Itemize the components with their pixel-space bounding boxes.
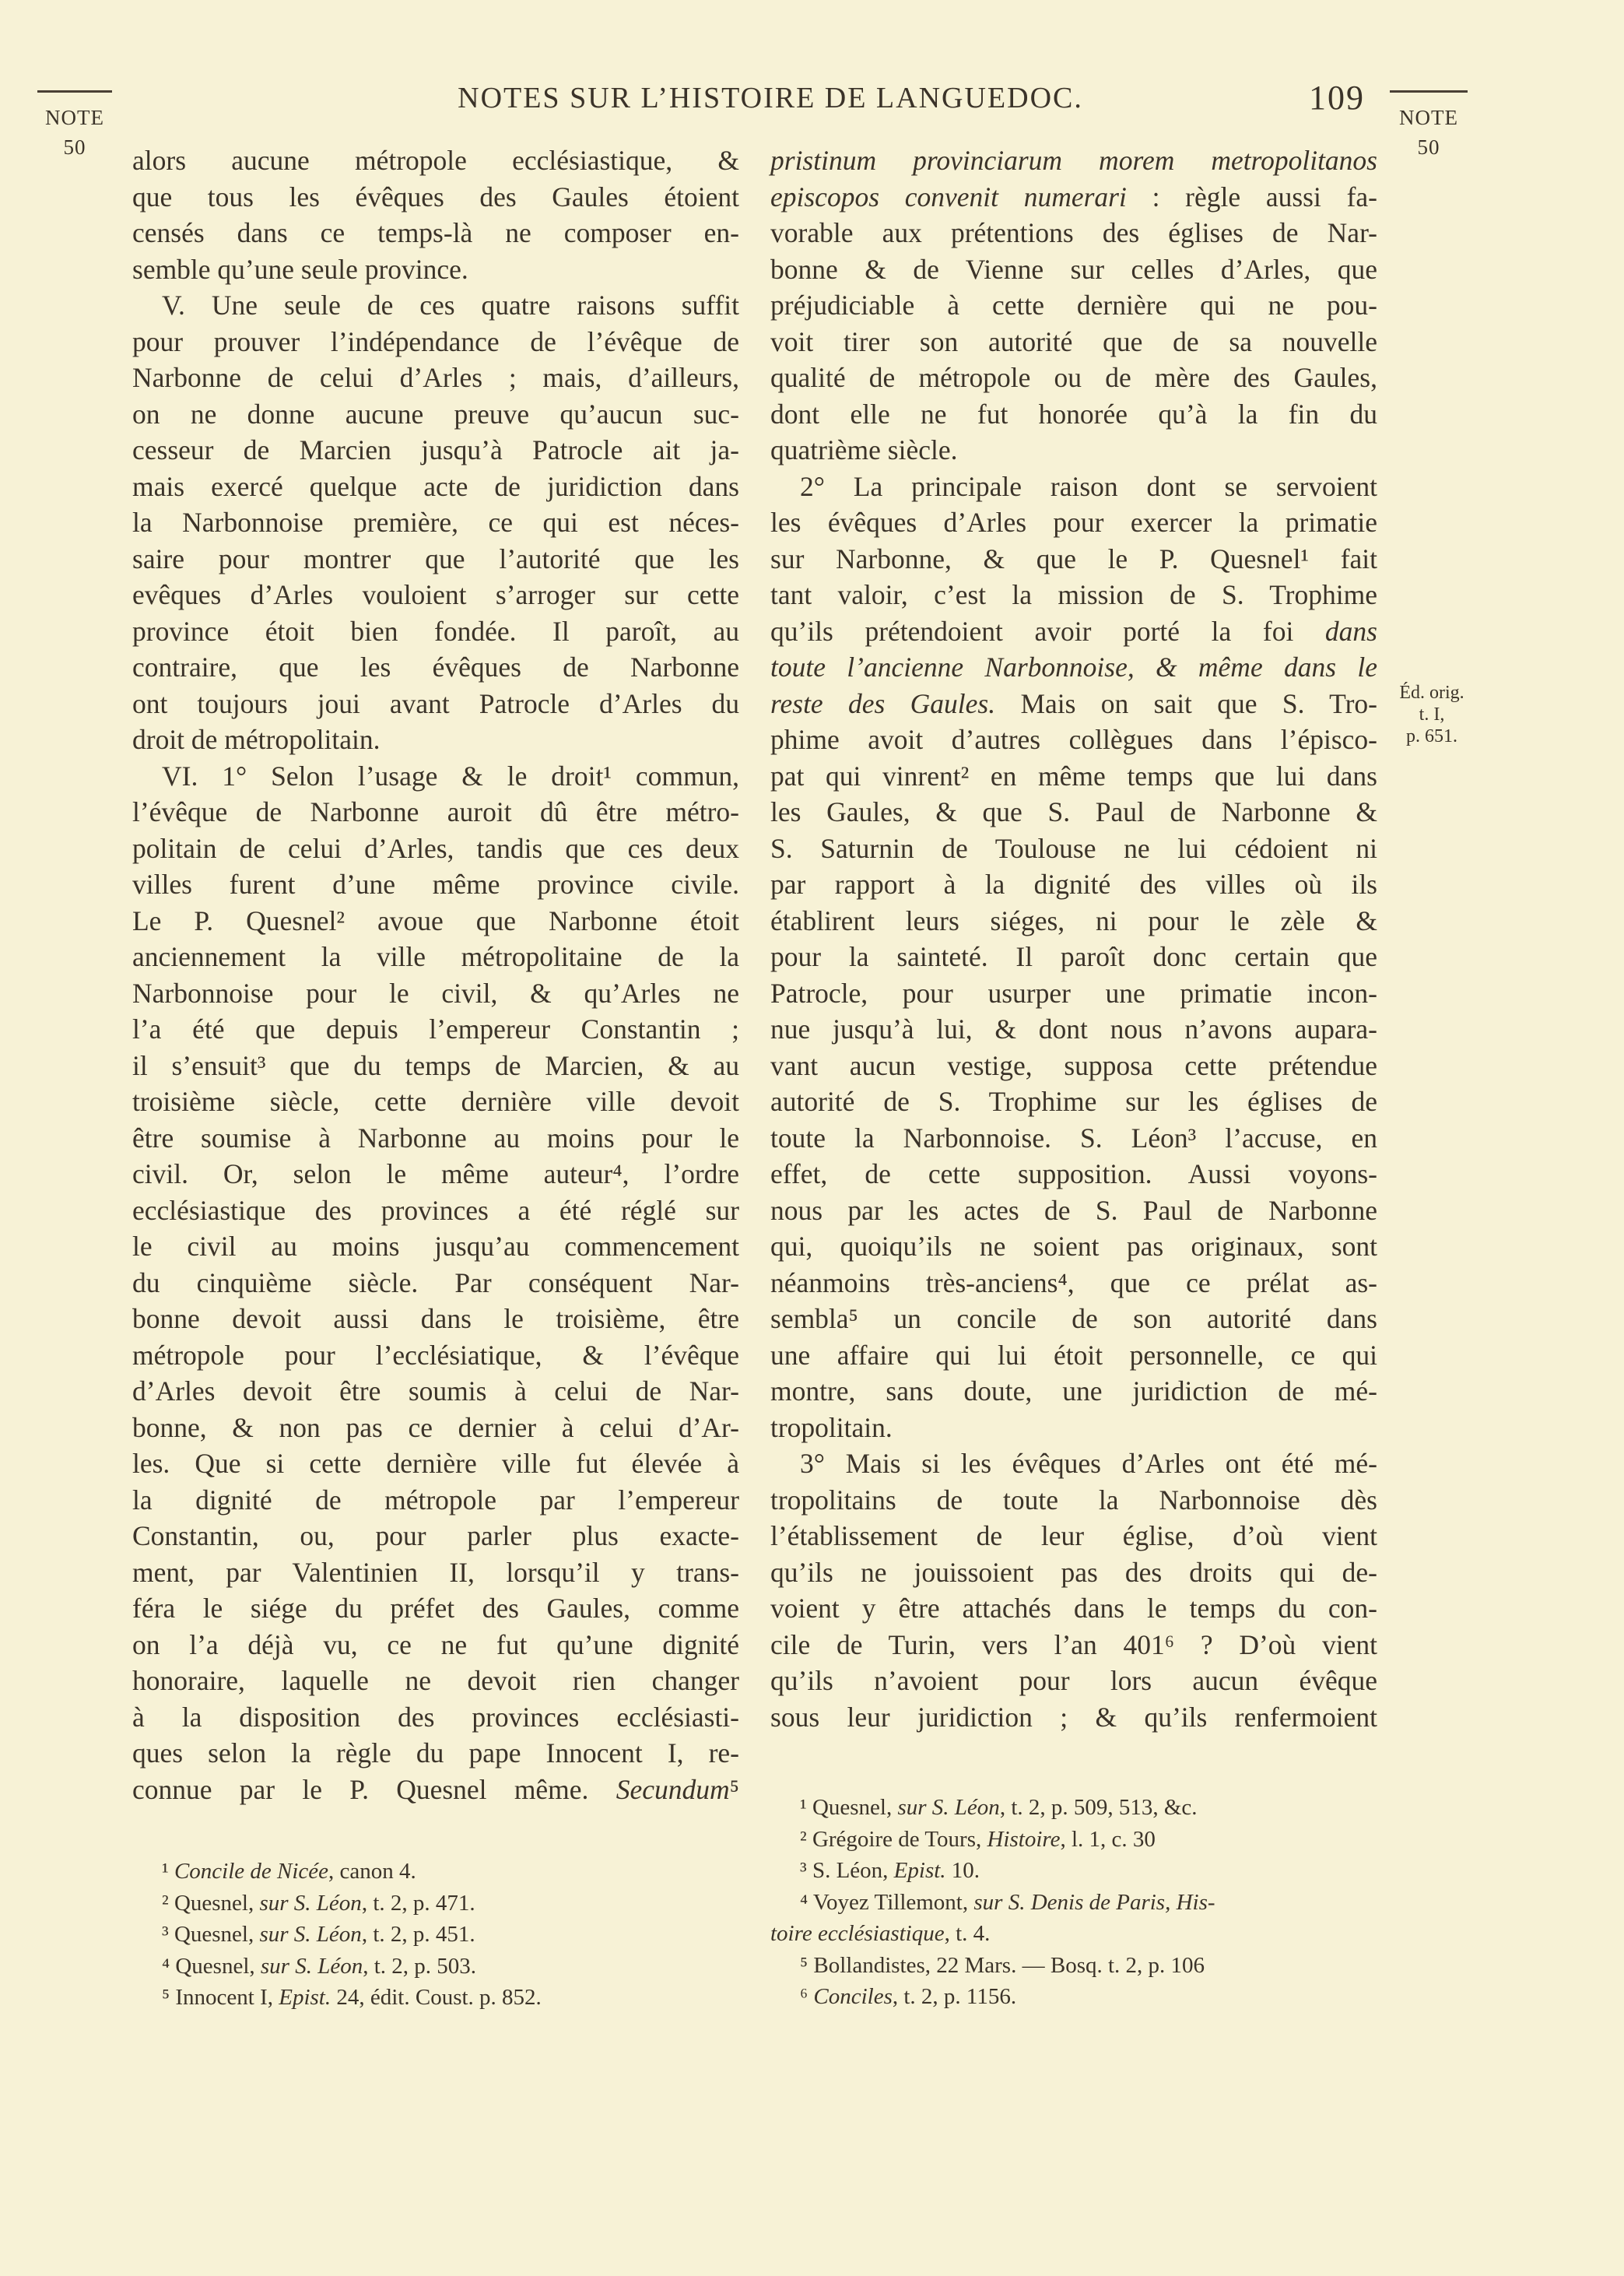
text-line: vant aucun vestige, supposa cette prétendue [770, 1049, 1377, 1081]
text-line: VI. 1° Selon l’usage & le droit¹ commun, [162, 760, 739, 792]
text-line: à la disposition des provinces ecclésiasti- [132, 1701, 739, 1733]
text-line: anciennement la ville métropolitaine de la [132, 941, 739, 972]
right-footnotes [770, 1792, 1377, 2013]
italic-text: Histoire [987, 1826, 1061, 1852]
text-line: V. Une seule de ces quatre raisons suffit [162, 290, 739, 321]
text-line: politain de celui d’Arles, tandis que ces deux [132, 832, 739, 864]
text-line: bonne, & non pas ce dernier à celui d’Ar- [132, 1411, 739, 1443]
text-line [770, 142, 1377, 179]
text-line: les. Que si cette dernière ville fut élevée à [132, 1448, 739, 1479]
text-line: Le P. Quesnel² avoue que Narbonne étoit [132, 904, 739, 936]
text-line: qu’ils ne jouissoient pas des droits qui de- [770, 1556, 1377, 1588]
left-margin-note [37, 103, 112, 162]
footnote: ⁵ Innocent I, Epist. 24, édit. Coust. p. 852. [162, 1985, 542, 2010]
text-line: semble qu’une seule province. [132, 253, 468, 285]
footnote: toire ecclésiastique, t. 4. [770, 1921, 991, 1946]
text-line: bonne & de Vienne sur celles d’Arles, que [770, 253, 1377, 285]
text-line: villes furent d’une même province civile. [132, 869, 739, 900]
italic-text: sur S. Léon [259, 1890, 362, 1916]
footnote: ⁴ Quesnel, sur S. Léon, t. 2, p. 503. [162, 1953, 477, 1979]
footnote: ¹ Concile de Nicée, canon 4. [162, 1859, 416, 1884]
italic-text: sur S. Denis de Paris, His- [973, 1889, 1215, 1915]
footnote: ⁴ Voyez Tillemont, sur S. Denis de Paris, His- [800, 1889, 1215, 1915]
text-line: cesseur de Marcien jusqu’à Patrocle ait ja- [132, 434, 739, 465]
italic-text: sur S. Léon [259, 1922, 362, 1947]
text-line: ques selon la règle du pape Innocent I, re- [132, 1737, 739, 1768]
text-line: vorable aux prétentions des églises de Nar- [770, 217, 1377, 248]
note-label: NOTE [45, 106, 104, 129]
text-line: toute la Narbonnoise. S. Léon³ l’accuse, en [770, 1122, 1377, 1154]
text-line: l’évêque de Narbonne auroit dû être métro- [132, 796, 739, 827]
text-line: censés dans ce temps-là ne composer en- [132, 217, 739, 248]
left-footnotes [132, 1856, 739, 2014]
footnote: ² Quesnel, sur S. Léon, t. 2, p. 471. [162, 1890, 475, 1916]
text-line: S. Saturnin de Toulouse ne lui cédoient ni [770, 832, 1377, 864]
text-line: féra le siége du préfet des Gaules, comme [132, 1593, 739, 1624]
text-line: autorité de S. Trophime sur les églises de [770, 1086, 1377, 1117]
text-line: néanmoins très-anciens⁴, que ce prélat as- [770, 1266, 1377, 1298]
italic-text: Conciles [813, 1984, 893, 2009]
italic-text: dans [1324, 615, 1377, 647]
text-line: civil. Or, selon le même auteur⁴, l’ordre [132, 1158, 739, 1189]
text-line: d’Arles devoit être soumis à celui de Nar- [132, 1375, 739, 1407]
text-line: que tous les évêques des Gaules étoient [132, 181, 739, 212]
text-line: qui, quoiqu’ils ne soient pas originaux, sont [770, 1231, 1377, 1262]
italic-text: sur S. Léon [897, 1795, 1000, 1820]
footnote: ¹ Quesnel, sur S. Léon, t. 2, p. 509, 513, &c. [800, 1795, 1198, 1820]
text-line: nue jusqu’à lui, & dont nous n’avons aupara- [770, 1013, 1377, 1045]
text-line: métropole pour l’ecclésiatique, & l’évêque [132, 1339, 739, 1371]
text-line: Narbonnoise pour le civil, & qu’Arles ne [132, 977, 739, 1009]
text-line: Constantin, ou, pour parler plus exacte- [132, 1520, 739, 1551]
italic-text: Concile de Nicée [174, 1859, 329, 1884]
text-line: Patrocle, pour usurper une primatie incon- [770, 977, 1377, 1009]
original-edition-margin-note [1377, 682, 1486, 747]
text-line: cile de Turin, vers l’an 401⁶ ? D’où vient [770, 1628, 1377, 1660]
text-line: montre, sans doute, une juridiction de mé- [770, 1375, 1377, 1407]
italic-text: episcopos convenit numerari [770, 181, 1127, 212]
right-margin-rule [1390, 90, 1468, 93]
text-line: voit tirer son autorité que de sa nouvelle [770, 325, 1377, 357]
text-line: établirent leurs siéges, ni pour le zèle & [770, 904, 1377, 936]
text-line: quatrième siècle. [770, 434, 958, 465]
note-number: 50 [63, 135, 86, 159]
edition-label: Éd. orig. [1399, 683, 1464, 703]
text-line: sur Narbonne, & que le P. Quesnel¹ fait [770, 543, 1377, 574]
text-line: effet, de cette supposition. Aussi voyons- [770, 1158, 1377, 1189]
italic-text: toute l’ancienne Narbonnoise, & même dans le [770, 652, 1377, 683]
text-line: voient y être attachés dans le temps du con- [770, 1593, 1377, 1624]
text-line: les Gaules, & que S. Paul de Narbonne & [770, 796, 1377, 827]
text-line: nous par les actes de S. Paul de Narbonne [770, 1194, 1377, 1226]
footnote: ³ Quesnel, sur S. Léon, t. 2, p. 451. [162, 1922, 475, 1947]
text-line: sembla⁵ un concile de son autorité dans [770, 1303, 1377, 1334]
text-line: pour la sainteté. Il paroît donc certain que [770, 941, 1377, 972]
text-line: tropolitain. [770, 1411, 893, 1443]
text-line: troisième siècle, cette dernière ville devoit [132, 1086, 739, 1117]
text-line: qu’ils prétendoient avoir porté la foi dans [770, 615, 1377, 647]
text-line: du cinquième siècle. Par conséquent Nar- [132, 1266, 739, 1298]
running-header-title: NOTES SUR L’HISTOIRE DE LANGUEDOC. [458, 82, 1083, 114]
footnote: ³ S. Léon, Epist. 10. [800, 1858, 980, 1883]
italic-text: toire ecclésiastique [770, 1921, 945, 1946]
text-line: par rapport à la dignité des villes où ils [770, 869, 1377, 900]
text-line: une affaire qui lui étoit personnelle, ce qui [770, 1339, 1377, 1371]
note-number: 50 [1417, 135, 1440, 159]
text-line: ment, par Valentinien II, lorsqu’il y trans- [132, 1556, 739, 1588]
text-line: qu’ils n’avoient pour lors aucun évêque [770, 1665, 1377, 1696]
text-line: phime avoit d’autres collègues dans l’épisco- [770, 724, 1377, 755]
text-line: contraire, que les évêques de Narbonne [132, 652, 739, 683]
edition-volume: t. I, [1419, 704, 1445, 725]
text-line: connue par le P. Quesnel même. Secundum⁵ [132, 1773, 739, 1805]
left-margin-rule [37, 90, 112, 93]
text-line: préjudiciable à cette dernière qui ne pou- [770, 290, 1377, 321]
text-line: l’a été que depuis l’empereur Constantin ; [132, 1013, 739, 1045]
left-column [132, 142, 739, 1807]
footnote: ² Grégoire de Tours, Histoire, l. 1, c. 30 [800, 1826, 1156, 1852]
text-line: il s’ensuit³ que du temps de Marcien, & au [132, 1049, 739, 1081]
text-line: on ne donne aucune preuve qu’aucun suc- [132, 398, 739, 430]
footnote: ⁶ Conciles, t. 2, p. 1156. [800, 1984, 1017, 2009]
footnote: ⁵ Bollandistes, 22 Mars. — Bosq. t. 2, p. 106 [800, 1952, 1205, 1978]
italic-text: Epist. [893, 1858, 946, 1883]
text-line: le civil au moins jusqu’au commencement [132, 1231, 739, 1262]
right-column [770, 142, 1377, 1735]
text-line: province étoit bien fondée. Il paroît, au [132, 615, 739, 647]
italic-text: Epist. [279, 1985, 331, 2010]
text-line: mais exercé quelque acte de juridiction dans [132, 470, 739, 502]
text-line: on l’a déjà vu, ce ne fut qu’une dignité [132, 1628, 739, 1660]
text-line: tropolitains de toute la Narbonnoise dès [770, 1484, 1377, 1516]
text-line: l’établissement de leur église, d’où vient [770, 1520, 1377, 1551]
text-line: ont toujours joui avant Patrocle d’Arles du [132, 687, 739, 719]
text-line: sous leur juridiction ; & qu’ils renfermoient [770, 1701, 1377, 1733]
right-margin-note [1390, 103, 1468, 162]
text-line: reste des Gaules. Mais on sait que S. Tro- [770, 687, 1377, 719]
text-line: 3° Mais si les évêques d’Arles ont été mé- [800, 1448, 1377, 1479]
text-line: la Narbonnoise première, ce qui est néces- [132, 507, 739, 538]
text-line: dont elle ne fut honorée qu’à la fin du [770, 398, 1377, 430]
italic-text: reste des Gaules. [770, 687, 996, 719]
text-line: les évêques d’Arles pour exercer la primatie [770, 507, 1377, 538]
italic-text: pristinum provinciarum morem metropolitanos [770, 145, 1377, 176]
text-line: pour prouver l’indépendance de l’évêque de [132, 325, 739, 357]
page-number: 109 [1309, 79, 1365, 117]
text-line: la dignité de métropole par l’empereur [132, 1484, 739, 1516]
text-line: ecclésiastique des provinces a été réglé sur [132, 1194, 739, 1226]
text-line: droit de métropolitain. [132, 724, 381, 755]
text-line: alors aucune métropole ecclésiastique, & [132, 145, 739, 176]
text-line: qualité de métropole ou de mère des Gaules, [770, 362, 1377, 393]
edition-page: p. 651. [1406, 726, 1457, 746]
text-line [770, 649, 1377, 686]
text-line: bonne devoit aussi dans le troisième, être [132, 1303, 739, 1334]
text-line: saire pour montrer que l’autorité que les [132, 543, 739, 574]
text-line: episcopos convenit numerari : règle aussi fa- [770, 181, 1377, 212]
text-line: être soumise à Narbonne au moins pour le [132, 1122, 739, 1154]
note-label: NOTE [1399, 106, 1458, 129]
text-line: tant valoir, c’est la mission de S. Trophime [770, 579, 1377, 610]
text-line: evêques d’Arles vouloient s’arroger sur cette [132, 579, 739, 610]
text-line: Narbonne de celui d’Arles ; mais, d’ailleurs, [132, 362, 739, 393]
italic-text: sur S. Léon [260, 1953, 363, 1979]
italic-text: Secundum [616, 1773, 730, 1805]
text-line: pat qui vinrent² en même temps que lui dans [770, 760, 1377, 792]
text-line: 2° La principale raison dont se servoient [800, 470, 1377, 502]
text-line: honoraire, laquelle ne devoit rien changer [132, 1665, 739, 1696]
